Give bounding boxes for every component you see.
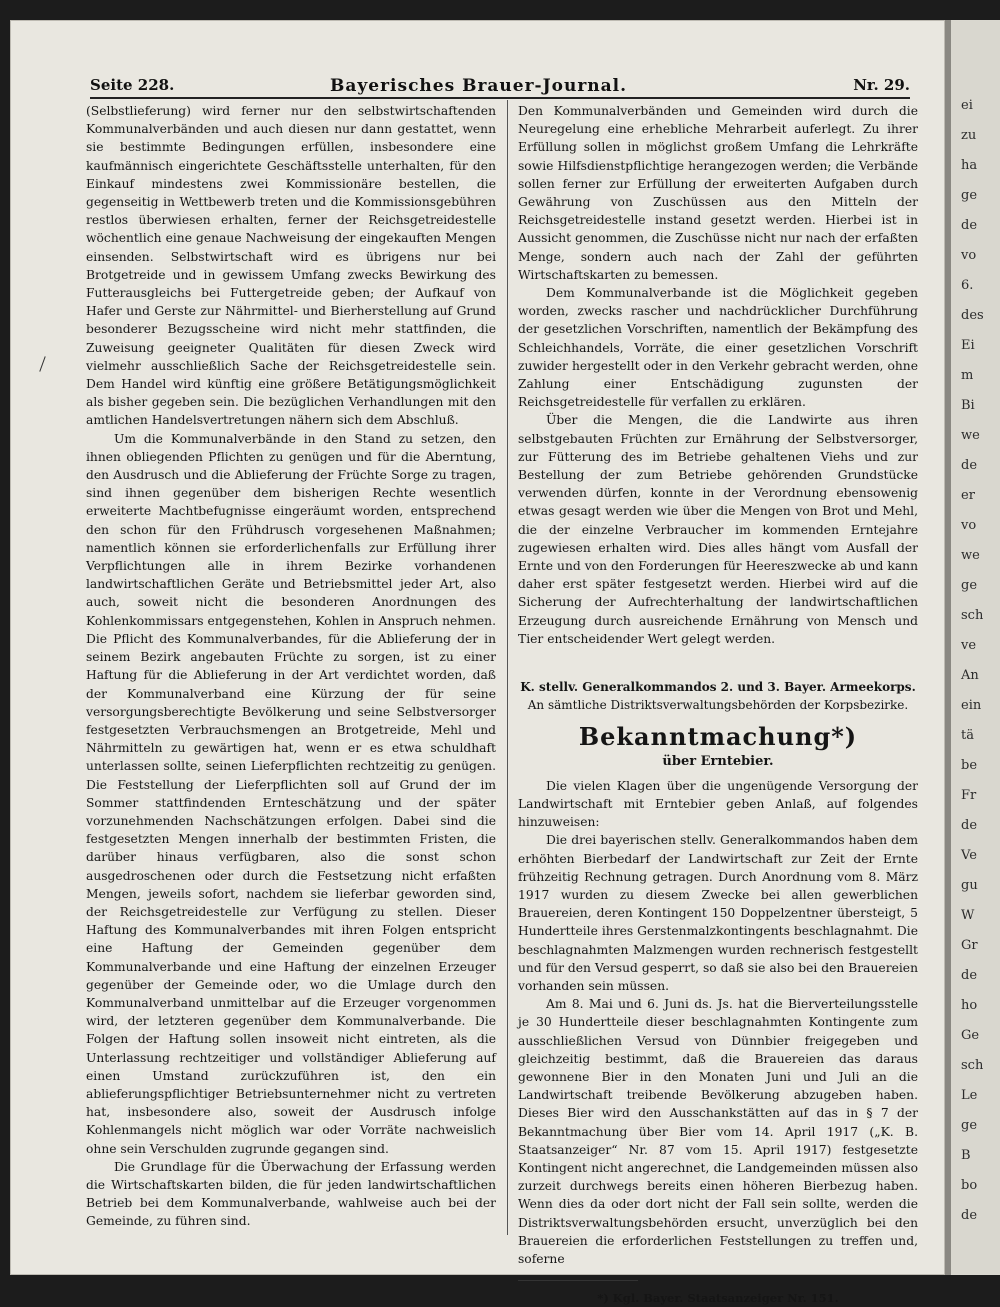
issue-number: Nr. 29. — [853, 76, 910, 94]
adjacent-page-fragment: be — [961, 758, 978, 773]
adjacent-page-fragment: ho — [961, 998, 978, 1013]
adjacent-page-fragment: Fr — [961, 788, 977, 803]
adjacent-page-fragment: ei — [961, 98, 973, 113]
adjacent-page-fragment: W — [961, 908, 975, 923]
adjacent-page-fragment: tä — [961, 728, 974, 743]
adjacent-page — [951, 20, 1000, 1275]
adjacent-page-fragment: B — [961, 1148, 971, 1163]
paragraph: (Selbstlieferung) wird ferner nur den selbstwirtschaftenden Kommunalverbänden und auch diesen nur dann gestattet, wenn sie bestimmte Bedingungen erfüllen, insbesondere eine kaufmännisch eingerichtete Geschäftsstelle unterhalten, für den Einkauf mindestens zwei Kommissionäre bestellen, die gegenseitig in Wettbewerb treten und die Kommissionsgebühren restlos überwiesen erhalten, ferner der Reichsgetreidestelle wöchentlich eine genaue Nachweisung der eingekauften Mengen einsenden. Selbstwirtschaft wird es übrigens nur bei Brotgetreide und in gewissem Umfang zwecks Bewirkung des Futterausgleichs bei Futtergetreide geben; der Aufkauf von Hafer und Gerste zur Nährmittel- und Bierherstellung auf Grund besonderer Bezugsscheine wird nicht mehr stattfinden, die Zuweisung geeigneter Qualitäten für diesen Zweck wird vielmehr ausschließlich Sache der Reichsgetreidestelle sein. Dem Handel wird künftig eine größere Betätigungsmöglichkeit als bisher gegeben sein. Die bezüglichen Verhandlungen mit den amtlichen Handelsvertretungen nähern sich dem Abschluß. — [86, 104, 496, 428]
adjacent-page-fragment: er — [961, 488, 975, 503]
paragraph: Den Kommunalverbänden und Gemeinden wird durch die Neuregelung eine erhebliche Mehrarbeit auferlegt. Zu ihrer Erfüllung sollen in möglichst großem Umfang die Lehrkräfte sowie Hilfsdienstpflichtige herangezogen werden; die Verbände sollen ferner zur Erfüllung der erweiterten Aufgaben durch Gewährung von Zuschüssen aus den Mitteln der Reichsgetreidestelle instand gesetzt werden. Hierbei ist in Aussicht genommen, die Zuschüsse nicht nur nach der erfaßten Menge, sondern auch nach der Zahl der geführten Wirtschaftskarten zu bemessen. — [518, 104, 918, 282]
right-column — [518, 102, 918, 1307]
paragraph: Dem Kommunalverbande ist die Möglichkeit gegeben worden, zwecks rascher und nachdrücklicher Durchführung der gesetzlichen Vorschriften, namentlich der Bekämpfung des Schleichhandels, Vorräte, die einer gesetzlichen Vorschrift zuwider hergestellt oder in den Verkehr gebracht werden, ohne Zahlung einer Entschädigung zugunsten der Reichsgetreidestelle für verfallen zu erklären. — [518, 286, 918, 410]
adjacent-page-fragment: gu — [961, 878, 978, 893]
column-divider — [507, 100, 508, 1235]
notice-subtitle: über Erntebier. — [662, 753, 774, 769]
adjacent-page-fragment: Gr — [961, 938, 978, 953]
adjacent-page-fragment: Ge — [961, 1028, 980, 1043]
adjacent-page-fragment: de — [961, 458, 978, 473]
command-line: K. stellv. Generalkommandos 2. und 3. Bayer. Armeekorps. — [520, 680, 916, 695]
adjacent-page-fragment: Le — [961, 1088, 978, 1103]
header-rule — [90, 97, 910, 99]
adjacent-page-fragment: 6. — [961, 278, 974, 293]
adjacent-page-fragment: de — [961, 218, 978, 233]
footnote: *) Kgl. Bayer. Staatsanzeiger Nr. 151. — [597, 1291, 839, 1306]
adjacent-page-fragment: ge — [961, 578, 978, 593]
paragraph: Die Grundlage für die Überwachung der Erfassung werden die Wirtschaftskarten bilden, die für jeden landwirtschaftlichen Betrieb bei dem Kommunalverbande, wahlweise auch bei der Gemeinde, zu führen sind. — [86, 1159, 496, 1229]
adjacent-page-fragment: de — [961, 1208, 978, 1223]
notice-title: Bekanntmachung*) — [578, 721, 858, 751]
adjacent-page-fragment: vo — [961, 248, 977, 263]
adjacent-page-fragment: Ei — [961, 338, 975, 353]
adjacent-page-fragment: An — [961, 668, 979, 683]
adjacent-page-fragment: ge — [961, 1118, 978, 1133]
adjacent-page-fragment: sch — [961, 608, 984, 623]
adjacent-page-fragment: we — [961, 548, 980, 563]
adjacent-page-fragment: de — [961, 968, 978, 983]
page-header — [90, 70, 910, 100]
adjacent-page-fragment: zu — [961, 128, 977, 143]
adjacent-page-fragment: bo — [961, 1178, 978, 1193]
paragraph: Am 8. Mai und 6. Juni ds. Js. hat die Bierverteilungsstelle je 30 Hundertteile dieser beschlagnahmten Kontingente zum ausschließlichen Versud von Dünnbier freigegeben und gleichzeitig bestimmt, daß die Brauereien das daraus gewonnene Bier in den Monaten Juni und Juli an die Landwirtschaft treibende Bevölkerung abzugeben haben. Dieses Bier wird den Ausschankstätten auf das in § 7 der Bekanntmachung über Bier vom 14. April 1917 („K. B. Staatsanzeiger“ Nr. 87 vom 15. April 1917) festgesetzte Kontingent nicht angerechnet, die Landgemeinden müssen also zurzeit durchwegs bereits einen höheren Bierbezug haben. Wenn dies da oder dort nicht der Fall sein sollte, werden die Distriktsverwaltungsbehörden ersucht, unverzüglich bei den Brauereien die erforderlichen Feststellungen zu treffen und, soferne — [518, 997, 918, 1266]
adjacent-page-fragment: ve — [961, 638, 977, 653]
adjacent-page-fragment: sch — [961, 1058, 984, 1073]
adjacent-page-fragment: ha — [961, 158, 978, 173]
addressee-line: An sämtliche Distriktsverwaltungsbehörden der Korpsbezirke. — [527, 698, 909, 713]
adjacent-page-fragment: m — [961, 368, 974, 383]
journal-title: Bayerisches Brauer-Journal. — [330, 76, 628, 96]
adjacent-page-fragment: Ve — [961, 848, 977, 863]
adjacent-page-fragment: we — [961, 428, 980, 443]
adjacent-page-fragment: de — [961, 818, 978, 833]
adjacent-page-fragment: vo — [961, 518, 977, 533]
adjacent-page-fragment: des — [961, 308, 984, 323]
adjacent-page-fragment: Bi — [961, 398, 975, 413]
left-column — [86, 102, 496, 1231]
adjacent-page-fragment: ge — [961, 188, 978, 203]
page-number: Seite 228. — [90, 76, 175, 94]
paragraph: Die vielen Klagen über die ungenügende Versorgung der Landwirtschaft mit Erntebier geben Anlaß, auf folgendes hinzuweisen: — [518, 778, 918, 830]
paragraph: Über die Mengen, die die Landwirte aus ihren selbstgebauten Früchten zur Ernährung der Selbstversorger, zur Fütterung des im Betriebe gehaltenen Viehs und zur Bestellung der zum Betriebe gehörenden Grundstücke verwenden dürfen, konnte in der Verordnung ebensowenig etwas gesagt werden wie über die Mengen von Brot und Mehl, die der einzelne Verbraucher im kommenden Erntejahre zugewiesen erhalten wird. Dies alles hängt vom Ausfall der Ernte und von den Forderungen für Heereszwecke ab und kann daher erst später festgesetzt werden. Hierbei wird auf die Sicherung der Aufrechterhaltung der landwirtschaftlichen Erzeugung durch ausreichende Ernährung von Mensch und Tier entscheidender Wert gelegt werden. — [518, 413, 918, 646]
adjacent-page-fragment: ein — [961, 698, 982, 713]
paragraph: Um die Kommunalverbände in den Stand zu setzen, den ihnen obliegenden Pflichten zu genügen und für die Aberntung, den Ausdrusch und die Ablieferung der Früchte Sorge zu tragen, sind ihnen gegenüber dem bisherigen Rechte wesentlich erweiterte Machtbefugnisse eingeräumt worden, entsprechend den schon für den Frühdrusch vorgesehenen Maßnahmen; namentlich können sie erforderlichenfalls zur Erfüllung ihrer Verpflichtungen alle in ihrem Bezirke vorhandenen landwirtschaftlichen Geräte und Betriebsmittel jeder Art, also auch, soweit nicht die besonderen Anordnungen des Kohlenkommissars entgegenstehen, Kohlen in Anspruch nehmen. Die Pflicht des Kommunalverbandes, für die Ablieferung der in seinem Bezirk angebauten Früchte zu sorgen, ist zu einer Haftung für die Ablieferung in der Art verdichtet worden, daß der Kommunalverband eine Kürzung der für seine versorgungsberechtigte Bevölkerung und seine Selbstversorger festgesetzten Verbrauchsmengen an Brotgetreide, Mehl und Nährmitteln zu gewärtigen hat, wenn er es etwa schuldhaft unterlassen sollte, seinen Lieferpflichten rechtzeitig zu genügen. Die Feststellung der Lieferpflichten soll auf Grund der im Sommer stattfindenden Ernteschätzung und der später vorzunehmenden Nachschätzungen erfolgen. Dabei sind die festgesetzten Mengen innerhalb der bestimmten Fristen, die darüber hinaus verfügbaren, also die sonst schon ausgedroschenen oder durch die Festsetzung nicht erfaßten Mengen, jeweils sofort, nachdem sie lieferbar geworden sind, der Reichsgetreidestelle zur Verfügung zu stellen. Dieser Haftung des Kommunalverbandes mit ihren Folgen entspricht eine Haftung der Gemeinden gegenüber dem Kommunalverbande und eine Haftung der einzelnen Erzeuger gegenüber der Gemeinde oder, wo die Umlage durch den Kommunalverband unmittelbar auf die Erzeuger vorgenommen wird, der letzteren gegenüber dem Kommunalverbande. Die Folgen der Haftung sollen insoweit nicht eintreten, als die Unterlassung rechtzeitiger und vollständiger Ablieferung auf einen Umstand zurückzuführen ist, den ein ablieferungspflichtiger Betriebsunternehmer nicht zu vertreten hat, insbesondere also, soweit der Ausdrusch infolge Kohlenmangels nicht möglich war oder Vorräte nachweislich ohne sein Verschulden zugrunde gegangen sind. — [86, 431, 496, 1156]
paragraph: Die drei bayerischen stellv. Generalkommandos haben dem erhöhten Bierbedarf der Landwirtschaft zur Zeit der Ernte frühzeitig Rechnung getragen. Durch Anordnung vom 8. März 1917 wurden zu diesem Zwecke bei allen gewerblichen Brauereien, deren Kontingent 150 Doppelzentner übersteigt, 5 Hundertteile ihres Gerstenmalzkontingents beschlagnahmt. Die beschlagnahmten Malzmengen wurden rechnerisch festgestellt und für den Versud gesperrt, so daß sie also bei den Brauereien vorhanden sein müssen. — [518, 833, 918, 993]
notice-heading — [518, 678, 918, 771]
